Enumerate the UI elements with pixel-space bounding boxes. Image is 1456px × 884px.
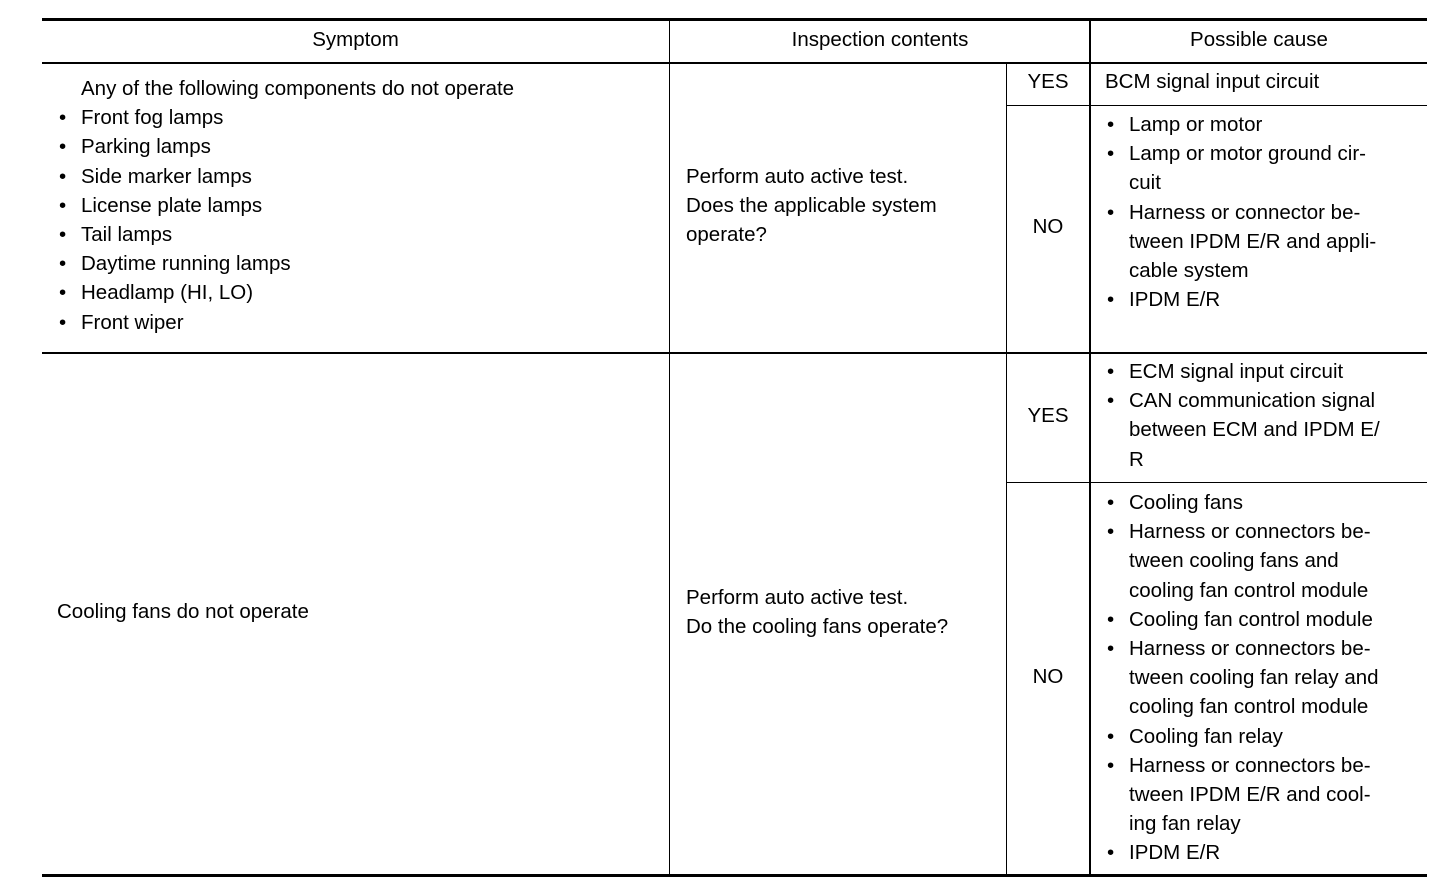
- list-item: • Headlamp (HI, LO): [57, 278, 657, 307]
- row2-inspection: [686, 583, 1004, 641]
- cause-line: • Harness or connectors be-: [1129, 753, 1371, 777]
- row2-no-label: NO: [1032, 665, 1064, 688]
- inspection-line: Do the cooling fans operate?: [686, 615, 949, 639]
- cause-line: tween cooling fans and: [1129, 549, 1339, 573]
- row2-yes-label: YES: [1027, 404, 1069, 427]
- header-symptom: Symptom: [312, 28, 399, 51]
- row2-no-causes: [1105, 488, 1423, 868]
- list-item: [1105, 488, 1423, 517]
- list-item: [1105, 285, 1423, 314]
- cause-line: cooling fan control module: [1129, 695, 1369, 719]
- header-cause: Possible cause: [1190, 28, 1328, 51]
- list-item: • Daytime running lamps: [57, 249, 657, 278]
- row1-symptom-intro: Any of the following components do not operate: [81, 77, 515, 100]
- list-item: [1105, 517, 1423, 605]
- cause-line: cable system: [1129, 259, 1249, 283]
- list-item: • Tail lamps: [57, 220, 657, 249]
- cause-line: tween IPDM E/R and cool-: [1129, 783, 1371, 807]
- row2-yes-no-divider: [1006, 482, 1427, 483]
- cause-line: • Cooling fan control module: [1129, 607, 1373, 631]
- list-item: [1105, 198, 1423, 286]
- inspection-line: Perform auto active test.: [686, 165, 909, 188]
- cause-line: • ECM signal input circuit: [1129, 360, 1344, 383]
- cause-line: cuit: [1129, 171, 1161, 195]
- row1-symptom-list: [57, 103, 657, 337]
- row-divider: [42, 352, 1427, 354]
- cause-line: • Lamp or motor: [1129, 113, 1263, 136]
- cause-line: R: [1129, 447, 1144, 471]
- list-item: [1105, 357, 1423, 386]
- row1-symptom: [57, 74, 657, 337]
- cause-line: • Lamp or motor ground cir-: [1129, 142, 1366, 166]
- list-item: [1105, 110, 1423, 139]
- row1-inspection: [686, 162, 1001, 250]
- cause-line: • Harness or connectors be-: [1129, 520, 1371, 544]
- row1-no-causes-list: [1105, 110, 1423, 314]
- cause-line: tween IPDM E/R and appli-: [1129, 229, 1377, 253]
- cause-line: ing fan relay: [1129, 812, 1241, 836]
- header-bottom-rule: [42, 62, 1427, 64]
- cause-line: tween cooling fan relay and: [1129, 666, 1379, 690]
- list-item: • Parking lamps: [57, 132, 657, 161]
- list-item: [1105, 838, 1423, 867]
- table-bottom-rule: [42, 874, 1427, 877]
- inspection-line: Does the applicable system: [686, 194, 937, 218]
- row2-no-causes-list: [1105, 488, 1423, 868]
- list-item: [1105, 634, 1423, 722]
- table-top-rule: [42, 18, 1427, 21]
- row1-yes-no-divider: [1006, 105, 1427, 106]
- cause-line: between ECM and IPDM E/: [1129, 418, 1380, 442]
- header-inspection: Inspection contents: [791, 28, 969, 51]
- cause-line: • CAN communication signal: [1129, 389, 1376, 413]
- row1-no-label: NO: [1032, 215, 1064, 238]
- row2-symptom: Cooling fans do not operate: [57, 600, 309, 623]
- cause-line: • Cooling fans: [1129, 491, 1243, 514]
- list-item: • Front fog lamps: [57, 103, 657, 132]
- column-divider-cause: [1089, 63, 1091, 875]
- list-item: [1105, 751, 1423, 839]
- list-item: [1105, 605, 1423, 634]
- row2-yes-causes-list: [1105, 357, 1423, 474]
- column-divider-symptom: [669, 20, 670, 876]
- row1-no-causes: [1105, 110, 1423, 314]
- list-item: [1105, 386, 1423, 474]
- list-item: [1105, 722, 1423, 751]
- cause-line: • Harness or connector be-: [1129, 200, 1361, 224]
- cause-line: • IPDM E/R: [1129, 288, 1221, 312]
- cause-line: cooling fan control module: [1129, 578, 1369, 602]
- row1-yes-label: YES: [1027, 70, 1069, 93]
- inspection-line: Perform auto active test.: [686, 586, 909, 609]
- inspection-line: operate?: [686, 223, 767, 247]
- row1-yes-cause: BCM signal input circuit: [1105, 70, 1320, 93]
- list-item: • Side marker lamps: [57, 162, 657, 191]
- cause-line: • IPDM E/R: [1129, 841, 1221, 865]
- cause-line: • Cooling fan relay: [1129, 724, 1283, 748]
- list-item: • Front wiper: [57, 308, 657, 337]
- column-divider-yesno: [1006, 63, 1007, 875]
- list-item: • License plate lamps: [57, 191, 657, 220]
- row2-yes-causes: [1105, 357, 1423, 474]
- cause-line: • Harness or connectors be-: [1129, 637, 1371, 661]
- list-item: [1105, 139, 1423, 197]
